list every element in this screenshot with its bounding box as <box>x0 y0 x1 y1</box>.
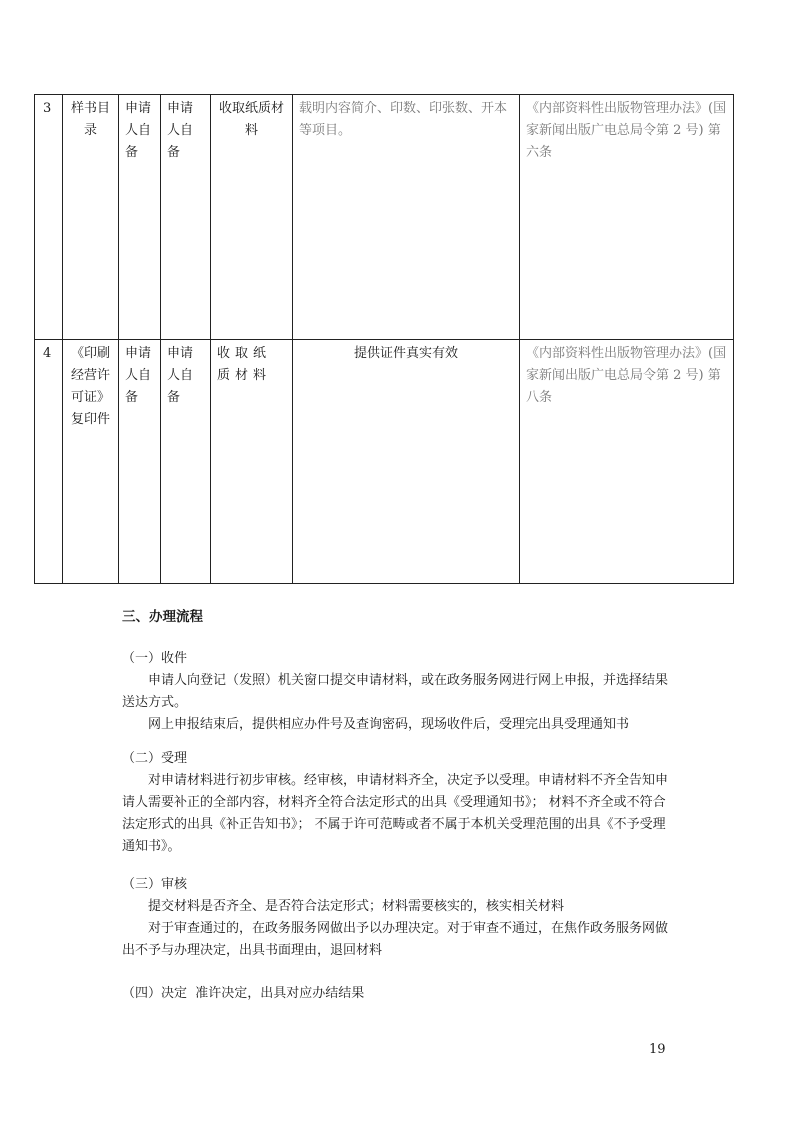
row-number: 4 <box>35 340 63 584</box>
step-heading: （二）受理 <box>122 751 188 766</box>
step-decision <box>122 983 674 1005</box>
table-row <box>35 95 734 340</box>
step-heading: （四）决定 <box>122 986 188 1001</box>
legal-basis: 《内部资料性出版物管理办法》(国家新闻出版广电总局令第 2 号) 第六条 <box>520 95 734 340</box>
material-name: 样书目录 <box>63 95 119 340</box>
material-form: 收取纸质材料 <box>211 95 293 340</box>
materials-table <box>34 94 734 584</box>
step-paragraph: 提交材料是否齐全、是否符合法定形式；材料需要核实的，核实相关材料 <box>148 899 565 914</box>
step-heading: （三）审核 <box>122 877 188 892</box>
legal-basis: 《内部资料性出版物管理办法》(国家新闻出版广电总局令第 2 号) 第八条 <box>520 340 734 584</box>
material-requirement: 载明内容简介、印数、印张数、开本等项目。 <box>293 95 520 340</box>
material-source-2: 申请人自备 <box>161 95 211 340</box>
row-number: 3 <box>35 95 63 340</box>
step-receive <box>122 648 674 736</box>
material-source: 申请人自备 <box>119 340 161 584</box>
step-paragraph: 申请人向登记（发照）机关窗口提交申请材料，或在政务服务网进行网上申报，并选择结果送达方式。 <box>122 673 669 710</box>
step-paragraph: 准许决定，出具对应办结结果 <box>195 986 365 1001</box>
step-paragraph: 对于审查通过的，在政务服务网做出予以办理决定。对于审查不通过，在焦作政务服务网做出不予与办理决定，出具书面理由，退回材料 <box>122 921 669 958</box>
step-accept <box>122 748 674 858</box>
section-title: 三、办理流程 <box>122 609 203 625</box>
step-review <box>122 874 674 962</box>
material-name: 《印刷经营许可证》复印件 <box>63 340 119 584</box>
table-row <box>35 340 734 584</box>
material-form: 收取纸质材料 <box>211 340 293 584</box>
step-paragraph: 对申请材料进行初步审核。经审核，申请材料齐全，决定予以受理。申请材料不齐全告知申请人需要补正的全部内容，材料齐全符合法定形式的出具《受理通知书》； 材料不齐全或不符合法定形式的出具《补正告知书》； 不属于许可范畴或者不属于本机关受理范围的出具《不予受理通知书》。 <box>122 773 669 854</box>
step-heading: （一）收件 <box>122 651 188 666</box>
material-requirement: 提供证件真实有效 <box>293 340 520 584</box>
page-number: 19 <box>649 1042 666 1057</box>
material-source-2: 申请人自备 <box>161 340 211 584</box>
step-paragraph: 网上申报结束后，提供相应办件号及查询密码，现场收件后，受理完出具受理通知书 <box>148 717 630 732</box>
material-source: 申请人自备 <box>119 95 161 340</box>
